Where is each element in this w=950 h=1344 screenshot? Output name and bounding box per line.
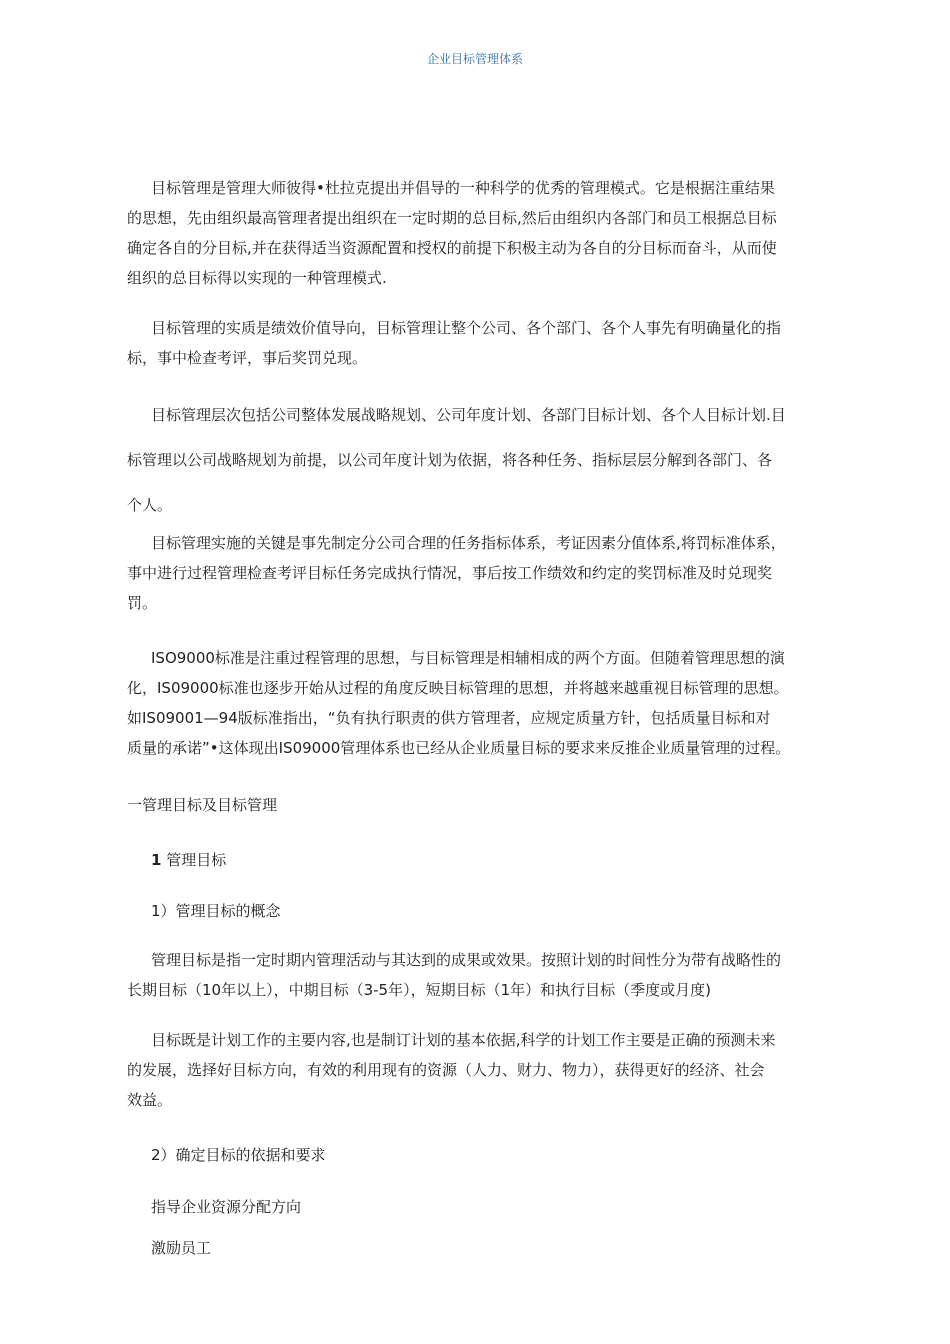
text-line: 个人。 [127,496,173,514]
list-item: 激励员工 [151,1239,212,1257]
subsection-number: 1 [151,851,162,869]
text-line: ISO9000标准是注重过程管理的思想，与目标管理是相辅相成的两个方面。但随着管理思想的演 [151,649,785,667]
paragraph-5 [127,643,827,763]
list-item: 指导企业资源分配方向 [151,1198,302,1216]
text-line: 如IS09001—94版标准指出，“负有执行职责的供方管理者，应规定质量方针，包括质量目标和对 [127,709,771,727]
text-line: 目标管理实施的关键是事先制定分公司合理的任务指标体系，考证因素分值体系,将罚标准体系， [151,534,786,552]
subsection-title: 管理目标 [166,851,227,869]
text-line: 化，IS09000标准也逐步开始从过程的角度反映目标管理的思想，并将越来越重视目标管理的思想。 [127,679,789,697]
subsection-heading [151,845,226,875]
text-line: 罚。 [127,594,158,612]
text-line: 长期目标（10年以上），中期目标（3-5年），短期目标（1年）和执行目标（季度或月度) [127,981,711,999]
text-line: 标，事中检查考评，事后奖罚兑现。 [127,349,368,367]
paragraph-6 [127,945,827,1005]
text-line: 质量的承诺”•这体现出IS09000管理体系也已经从企业质量目标的要求来反推企业质量管理的过程。 [127,739,791,757]
text-line: 的思想，先由组织最高管理者提出组织在一定时期的总目标,然后由组织内各部门和员工根据总目标 [127,209,777,227]
text-line: 目标管理是管理大师彼得•杜拉克提出并倡导的一种科学的优秀的管理模式。它是根据注重结果 [151,179,775,197]
paragraph-3 [127,393,827,528]
paragraph-4 [127,528,827,618]
text-line: 事中进行过程管理检查考评目标任务完成执行情况，事后按工作绩效和约定的奖罚标准及时兑现奖 [127,564,773,582]
text-line: 效益。 [127,1091,173,1109]
text-line: 的发展，选择好目标方向，有效的利用现有的资源（人力、财力、物力），获得更好的经济、社会 [127,1061,765,1079]
text-line: 确定各自的分目标,并在获得适当资源配置和授权的前提下积极主动为各自的分目标而奋斗，从而使 [127,239,777,257]
text-line: 目标管理的实质是绩效价值导向，目标管理让整个公司、各个部门、各个人事先有明确量化的指 [151,319,782,337]
section-heading: 一管理目标及目标管理 [127,796,278,814]
text-line: 标管理以公司战略规划为前提，以公司年度计划为依据，将各种任务、指标层层分解到各部门、各 [127,451,773,469]
paragraph-2 [127,313,827,373]
text-line: 管理目标是指一定时期内管理活动与其达到的成果或效果。按照计划的时间性分为带有战略性的 [151,951,782,969]
text-line: 组织的总目标得以实现的一种管理模式. [127,269,387,287]
text-line: 目标管理层次包括公司整体发展战略规划、公司年度计划、各部门目标计划、各个人目标计划.目 [151,406,786,424]
paragraph-1 [127,173,827,293]
text-line: 目标既是计划工作的主要内容,也是制订计划的基本依据,科学的计划工作主要是正确的预测未来 [151,1031,776,1049]
page-header-title: 企业目标管理体系 [426,52,523,66]
paragraph-7 [127,1025,827,1115]
item-heading-1: 1）管理目标的概念 [151,902,281,920]
item-heading-2: 2）确定目标的依据和要求 [151,1146,326,1164]
